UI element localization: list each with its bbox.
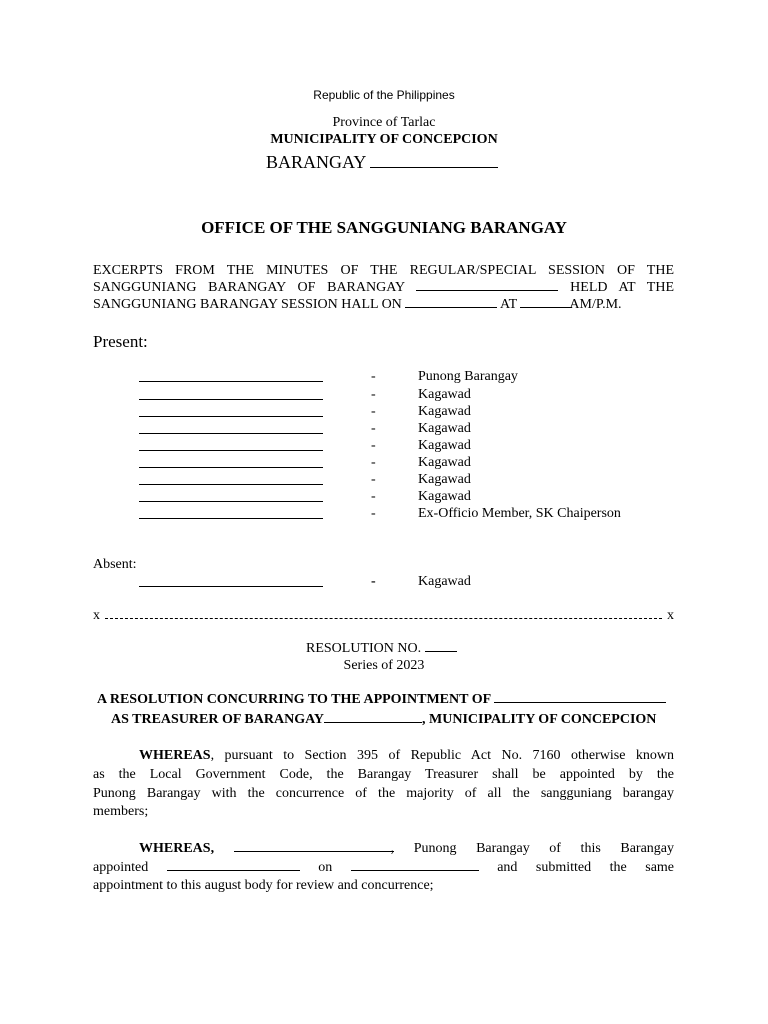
excerpts-line-2 [93,280,674,296]
dash: - [371,506,376,521]
whereas-text: , Punong Barangay of this Barangay [390,841,674,856]
whereas-text: on [318,860,333,875]
name-blank [139,433,323,434]
excerpts-text: AM/P.M. [569,297,622,312]
name-blank [139,467,323,468]
dash: - [371,438,376,453]
province-heading: Province of Tarlac [332,115,436,130]
whereas-keyword: WHEREAS, [139,841,215,856]
whereas-text: and submitted the same [497,860,675,875]
resolution-title-text: A RESOLUTION CONCURRING TO THE APPOINTMENT OF [97,692,491,707]
resolution-title-text: AS TREASURER OF BARANGAY [111,712,325,727]
resolution-title-line-1 [97,692,666,708]
excerpts-line-1: EXCERPTS FROM THE MINUTES OF THE REGULAR/SPECIAL SESSION OF THE [93,263,674,278]
appointee-blank-2 [167,860,300,871]
attendee-role: Kagawad [418,421,471,436]
resolution-number-label: RESOLUTION NO. [306,641,422,656]
dash: - [371,387,376,402]
excerpts-text: AT [500,297,517,312]
name-blank [139,381,323,382]
excerpts-text: SANGGUNIANG BARANGAY SESSION HALL ON [93,297,402,312]
name-blank [139,450,323,451]
whereas-keyword: WHEREAS [139,748,211,763]
separator-x-left: x [93,608,100,623]
whereas1-line-4: members; [93,804,149,819]
name-blank [139,484,323,485]
name-blank [139,586,323,587]
dash: - [371,404,376,419]
dash: - [371,369,376,384]
republic-heading: Republic of the Philippines [313,88,455,102]
excerpts-text: HELD AT THE [570,280,675,295]
attendee-role: Ex-Officio Member, SK Chaiperson [418,506,621,521]
name-blank [139,399,323,400]
attendee-row [0,421,768,438]
whereas-text: , pursuant to Section 395 of Republic Act No. 7160 otherwise known [210,748,674,763]
dash: - [371,455,376,470]
whereas1-line-3: Punong Barangay with the concurrence of the majority of all the sangguniang barangay [93,786,674,801]
separator-x-right: x [667,608,674,623]
present-label: Present: [93,332,148,351]
barangay-label: BARANGAY [266,152,366,172]
dash: - [371,421,376,436]
whereas2-line-1 [93,841,674,857]
attendee-row [0,506,768,523]
barangay-heading [266,152,498,173]
barangay-name-blank [416,280,558,291]
appointee-blank [494,692,666,703]
session-date-blank [405,297,497,308]
separator-dashes [105,618,662,619]
dash: - [371,472,376,487]
resolution-series: Series of 2023 [343,658,425,673]
attendee-role: Kagawad [418,438,471,453]
resolution-title-line-2 [111,712,656,728]
attendee-role: Kagawad [418,489,471,504]
attendee-role: Kagawad [418,472,471,487]
resolution-title-text: , MUNICIPALITY OF CONCEPCION [422,712,657,727]
name-blank [139,501,323,502]
whereas-text: appointed [93,860,149,875]
resolution-number [306,641,457,657]
attendee-row [0,369,768,386]
municipality-heading: MUNICIPALITY OF CONCEPCION [270,132,498,147]
attendee-row [0,489,768,506]
barangay-blank [370,153,498,168]
office-title: OFFICE OF THE SANGGUNIANG BARANGAY [201,218,567,237]
whereas1-line-1 [93,748,674,764]
absent-row [0,574,768,591]
punong-barangay-blank [234,841,394,852]
attendee-row [0,404,768,421]
attendee-role: Kagawad [418,455,471,470]
dash: - [371,489,376,504]
attendee-role: Punong Barangay [418,369,518,384]
attendee-row [0,472,768,489]
barangay-blank-2 [324,712,422,723]
resolution-number-blank [425,641,457,652]
name-blank [139,416,323,417]
absent-role: Kagawad [418,574,471,589]
attendee-row [0,455,768,472]
attendee-row [0,438,768,455]
absent-label: Absent: [93,557,137,572]
whereas1-line-2: as the Local Government Code, the Barangay Treasurer shall be appointed by the [93,767,674,782]
session-time-blank [520,297,572,308]
whereas2-line-3: appointment to this august body for review and concurrence; [93,878,434,893]
attendee-role: Kagawad [418,387,471,402]
dash: - [371,574,376,589]
appointment-date-blank [351,860,479,871]
attendee-row [0,387,768,404]
separator-line [93,608,674,625]
attendee-role: Kagawad [418,404,471,419]
whereas2-line-2 [93,860,674,876]
name-blank [139,518,323,519]
excerpts-line-3 [93,297,674,313]
excerpts-text: SANGGUNIANG BARANGAY OF BARANGAY [93,280,405,295]
